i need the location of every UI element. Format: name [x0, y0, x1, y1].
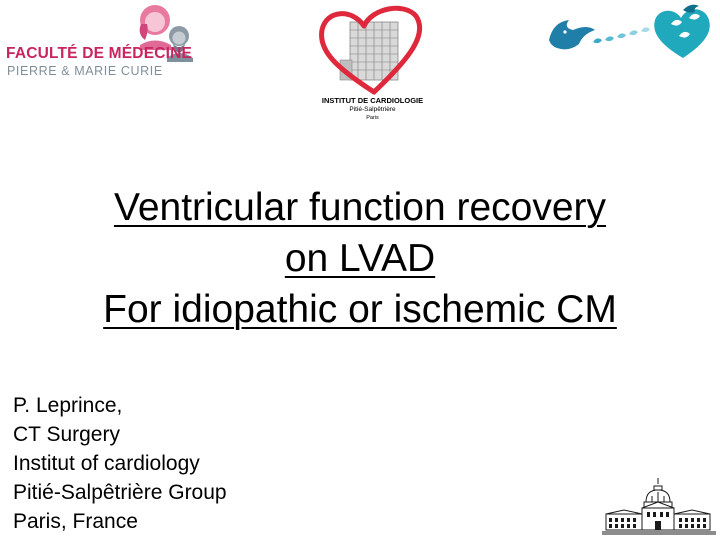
institute-name: INSTITUT DE CARDIOLOGIE: [321, 96, 424, 105]
birds-logo: [543, 0, 718, 65]
heart-building-icon: [300, 0, 440, 96]
faculty-name: FACULTÉ DE MÉDECINE: [6, 45, 193, 62]
author-location: Paris, France: [13, 510, 138, 533]
title-line-3: For idiopathic or ischemic CM: [103, 288, 617, 331]
institute-city: Paris: [366, 115, 379, 121]
institute-hospital: Pitié-Salpêtrière: [349, 106, 396, 113]
cardiology-logo: [300, 0, 440, 125]
author-department: CT Surgery: [13, 423, 120, 446]
author-block: [13, 391, 227, 536]
title-line-1: Ventricular function recovery: [113, 186, 607, 229]
author-institute: Institut of cardiology: [13, 452, 200, 475]
birds-heart-icon: [543, 0, 718, 65]
author-group: Pitié-Salpêtrière Group: [13, 481, 227, 504]
hospital-building-icon: [600, 476, 718, 538]
faculty-subtitle: PIERRE & MARIE CURIE: [7, 64, 163, 78]
slide-title: [0, 182, 720, 335]
title-line-2: on LVAD: [284, 237, 436, 280]
author-name: P. Leprince,: [13, 394, 123, 417]
faculty-logo: [2, 0, 207, 90]
